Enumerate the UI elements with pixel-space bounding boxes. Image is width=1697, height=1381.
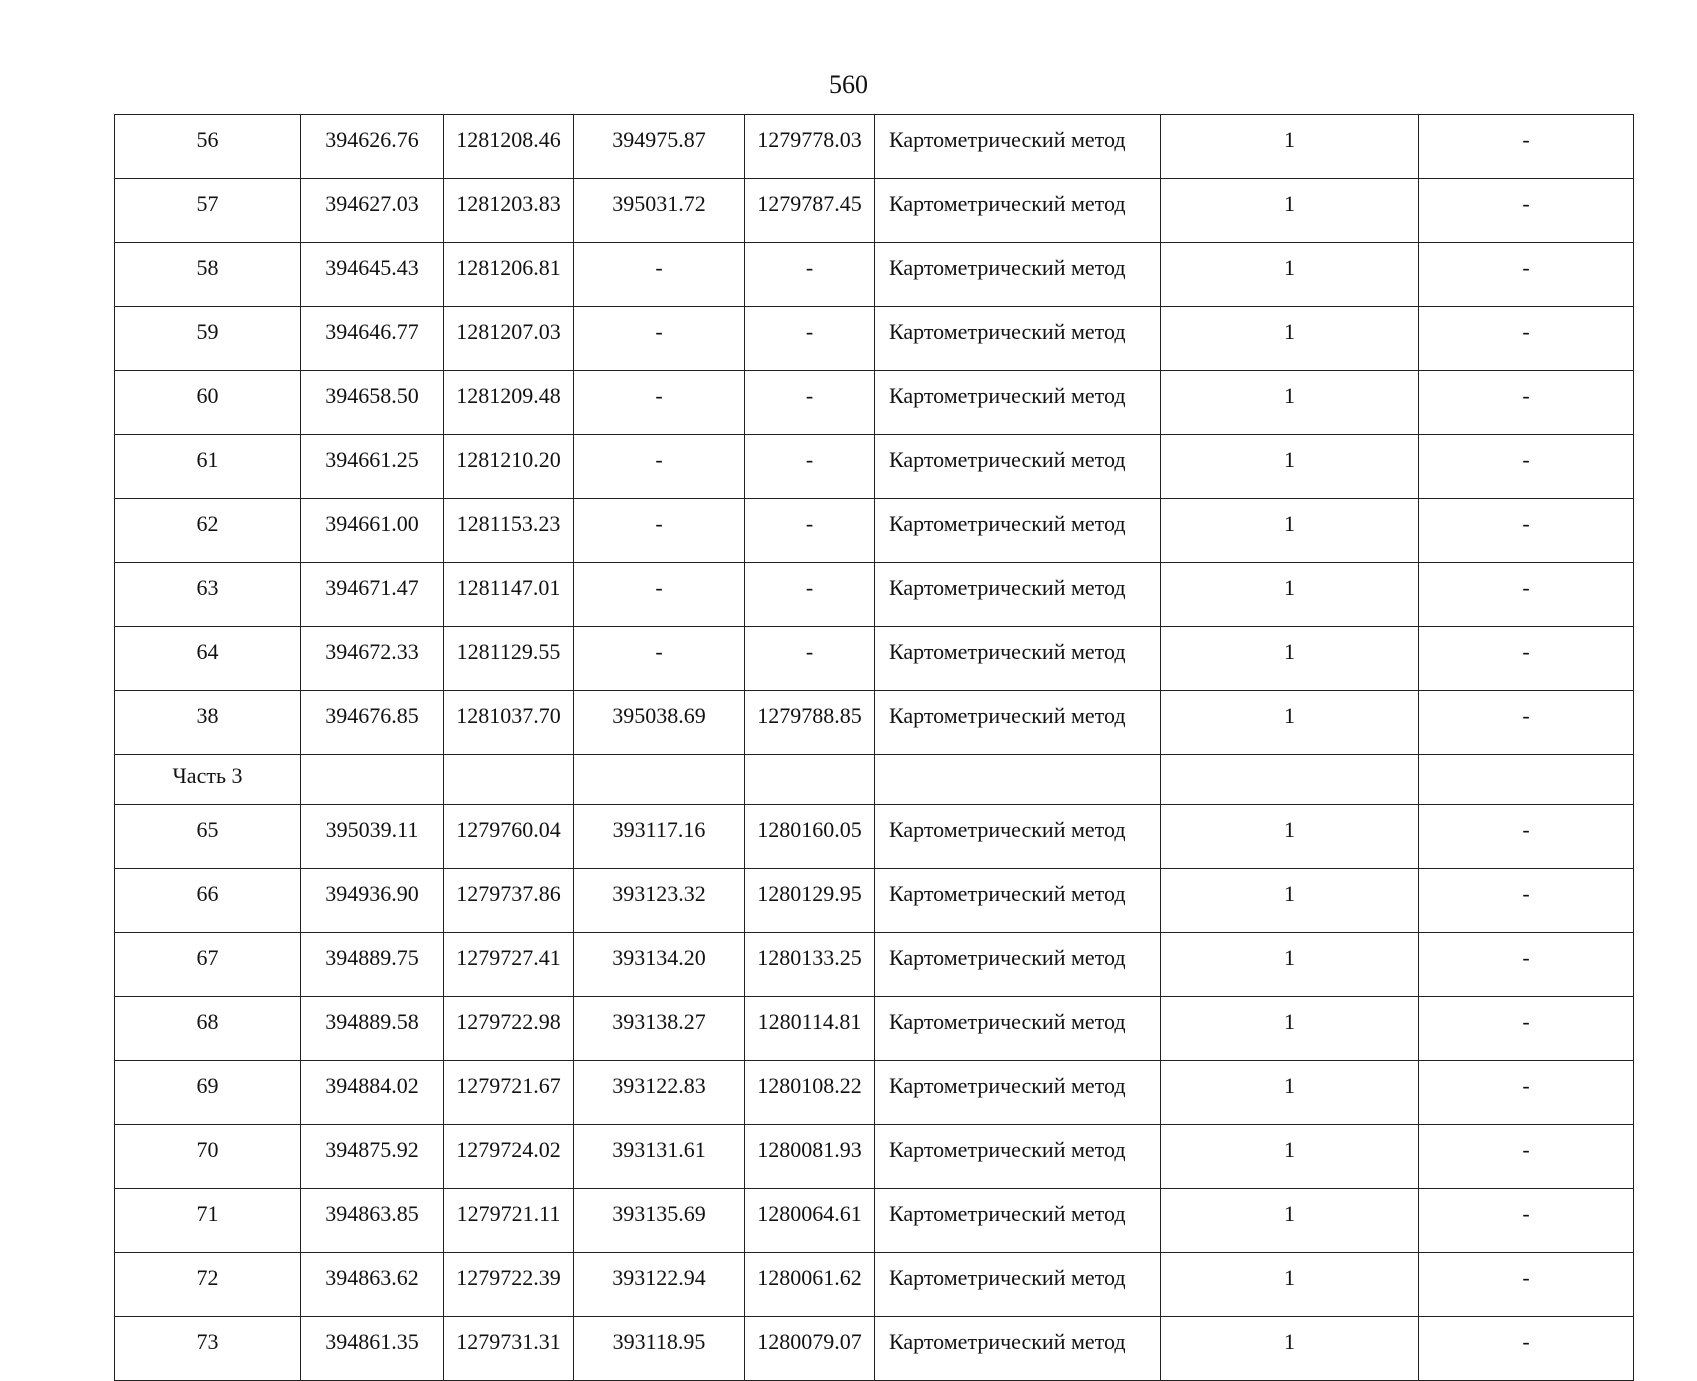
table-row xyxy=(115,1189,1634,1253)
x-new-cell: 394975.87 xyxy=(574,115,745,179)
y-old-cell: 1281206.81 xyxy=(444,243,574,307)
accuracy-cell: 1 xyxy=(1161,869,1419,933)
note-cell: - xyxy=(1419,933,1634,997)
y-new-cell: 1279788.85 xyxy=(745,691,875,755)
empty-cell xyxy=(875,755,1161,805)
y-old-cell: 1281129.55 xyxy=(444,627,574,691)
x-new-cell: 395038.69 xyxy=(574,691,745,755)
method-cell: Картометрический метод xyxy=(875,243,1161,307)
method-cell: Картометрический метод xyxy=(875,869,1161,933)
table-row xyxy=(115,691,1634,755)
y-new-cell: - xyxy=(745,499,875,563)
method-cell: Картометрический метод xyxy=(875,563,1161,627)
table-row xyxy=(115,1125,1634,1189)
method-cell: Картометрический метод xyxy=(875,499,1161,563)
x-old-cell: 394863.62 xyxy=(301,1253,444,1317)
point-number-cell: 70 xyxy=(115,1125,301,1189)
x-new-cell: 393122.94 xyxy=(574,1253,745,1317)
note-cell: - xyxy=(1419,499,1634,563)
x-old-cell: 394661.25 xyxy=(301,435,444,499)
x-old-cell: 394646.77 xyxy=(301,307,444,371)
x-old-cell: 394671.47 xyxy=(301,563,444,627)
x-new-cell: - xyxy=(574,243,745,307)
point-number-cell: 38 xyxy=(115,691,301,755)
table-row xyxy=(115,805,1634,869)
accuracy-cell: 1 xyxy=(1161,179,1419,243)
x-new-cell: 393117.16 xyxy=(574,805,745,869)
y-new-cell: - xyxy=(745,627,875,691)
y-new-cell: 1279778.03 xyxy=(745,115,875,179)
x-old-cell: 394863.85 xyxy=(301,1189,444,1253)
y-old-cell: 1281037.70 xyxy=(444,691,574,755)
x-new-cell: 393135.69 xyxy=(574,1189,745,1253)
note-cell: - xyxy=(1419,115,1634,179)
y-old-cell: 1279731.31 xyxy=(444,1317,574,1381)
y-new-cell: 1280061.62 xyxy=(745,1253,875,1317)
point-number-cell: 56 xyxy=(115,115,301,179)
x-old-cell: 394936.90 xyxy=(301,869,444,933)
point-number-cell: 67 xyxy=(115,933,301,997)
table-row xyxy=(115,997,1634,1061)
y-new-cell: 1280114.81 xyxy=(745,997,875,1061)
note-cell: - xyxy=(1419,997,1634,1061)
point-number-cell: 69 xyxy=(115,1061,301,1125)
accuracy-cell: 1 xyxy=(1161,1253,1419,1317)
accuracy-cell: 1 xyxy=(1161,499,1419,563)
y-new-cell: 1280133.25 xyxy=(745,933,875,997)
y-old-cell: 1281208.46 xyxy=(444,115,574,179)
point-number-cell: 62 xyxy=(115,499,301,563)
x-new-cell: 393138.27 xyxy=(574,997,745,1061)
table-row xyxy=(115,627,1634,691)
accuracy-cell: 1 xyxy=(1161,435,1419,499)
note-cell: - xyxy=(1419,1189,1634,1253)
y-old-cell: 1279727.41 xyxy=(444,933,574,997)
note-cell: - xyxy=(1419,563,1634,627)
x-old-cell: 395039.11 xyxy=(301,805,444,869)
method-cell: Картометрический метод xyxy=(875,371,1161,435)
y-old-cell: 1281153.23 xyxy=(444,499,574,563)
note-cell: - xyxy=(1419,243,1634,307)
empty-cell xyxy=(1161,755,1419,805)
y-new-cell: 1280079.07 xyxy=(745,1317,875,1381)
table-row xyxy=(115,1253,1634,1317)
method-cell: Картометрический метод xyxy=(875,1253,1161,1317)
table-row xyxy=(115,499,1634,563)
table-row xyxy=(115,933,1634,997)
note-cell: - xyxy=(1419,435,1634,499)
note-cell: - xyxy=(1419,805,1634,869)
y-new-cell: 1279787.45 xyxy=(745,179,875,243)
y-old-cell: 1279721.67 xyxy=(444,1061,574,1125)
accuracy-cell: 1 xyxy=(1161,307,1419,371)
y-new-cell: 1280160.05 xyxy=(745,805,875,869)
y-old-cell: 1279760.04 xyxy=(444,805,574,869)
x-new-cell: - xyxy=(574,371,745,435)
x-old-cell: 394658.50 xyxy=(301,371,444,435)
y-new-cell: - xyxy=(745,563,875,627)
note-cell: - xyxy=(1419,179,1634,243)
x-new-cell: - xyxy=(574,627,745,691)
y-old-cell: 1279722.39 xyxy=(444,1253,574,1317)
y-new-cell: 1280081.93 xyxy=(745,1125,875,1189)
x-old-cell: 394661.00 xyxy=(301,499,444,563)
accuracy-cell: 1 xyxy=(1161,1189,1419,1253)
accuracy-cell: 1 xyxy=(1161,1061,1419,1125)
method-cell: Картометрический метод xyxy=(875,1317,1161,1381)
point-number-cell: 66 xyxy=(115,869,301,933)
accuracy-cell: 1 xyxy=(1161,805,1419,869)
x-old-cell: 394861.35 xyxy=(301,1317,444,1381)
x-old-cell: 394626.76 xyxy=(301,115,444,179)
note-cell: - xyxy=(1419,1125,1634,1189)
y-new-cell: 1280108.22 xyxy=(745,1061,875,1125)
x-new-cell: 393118.95 xyxy=(574,1317,745,1381)
method-cell: Картометрический метод xyxy=(875,997,1161,1061)
accuracy-cell: 1 xyxy=(1161,627,1419,691)
x-new-cell: 395031.72 xyxy=(574,179,745,243)
note-cell: - xyxy=(1419,371,1634,435)
table-row xyxy=(115,243,1634,307)
method-cell: Картометрический метод xyxy=(875,307,1161,371)
x-new-cell: - xyxy=(574,499,745,563)
accuracy-cell: 1 xyxy=(1161,1317,1419,1381)
point-number-cell: 72 xyxy=(115,1253,301,1317)
table-row xyxy=(115,869,1634,933)
point-number-cell: 57 xyxy=(115,179,301,243)
y-new-cell: 1280129.95 xyxy=(745,869,875,933)
accuracy-cell: 1 xyxy=(1161,1125,1419,1189)
method-cell: Картометрический метод xyxy=(875,627,1161,691)
coordinates-table xyxy=(114,114,1634,1381)
y-old-cell: 1279724.02 xyxy=(444,1125,574,1189)
x-old-cell: 394889.58 xyxy=(301,997,444,1061)
empty-cell xyxy=(574,755,745,805)
accuracy-cell: 1 xyxy=(1161,563,1419,627)
point-number-cell: 60 xyxy=(115,371,301,435)
table-row xyxy=(115,435,1634,499)
page-number: 560 xyxy=(829,70,868,99)
y-new-cell: 1280064.61 xyxy=(745,1189,875,1253)
accuracy-cell: 1 xyxy=(1161,933,1419,997)
table-row xyxy=(115,563,1634,627)
accuracy-cell: 1 xyxy=(1161,691,1419,755)
point-number-cell: 73 xyxy=(115,1317,301,1381)
y-old-cell: 1281147.01 xyxy=(444,563,574,627)
y-old-cell: 1279722.98 xyxy=(444,997,574,1061)
part-label: Часть 3 xyxy=(115,755,301,805)
x-old-cell: 394645.43 xyxy=(301,243,444,307)
note-cell: - xyxy=(1419,691,1634,755)
x-new-cell: 393123.32 xyxy=(574,869,745,933)
method-cell: Картометрический метод xyxy=(875,1189,1161,1253)
y-new-cell: - xyxy=(745,307,875,371)
table-row xyxy=(115,307,1634,371)
note-cell: - xyxy=(1419,307,1634,371)
x-new-cell: 393122.83 xyxy=(574,1061,745,1125)
y-old-cell: 1279737.86 xyxy=(444,869,574,933)
accuracy-cell: 1 xyxy=(1161,371,1419,435)
x-old-cell: 394676.85 xyxy=(301,691,444,755)
x-new-cell: 393134.20 xyxy=(574,933,745,997)
method-cell: Картометрический метод xyxy=(875,435,1161,499)
x-old-cell: 394889.75 xyxy=(301,933,444,997)
method-cell: Картометрический метод xyxy=(875,115,1161,179)
empty-cell xyxy=(1419,755,1634,805)
table-row xyxy=(115,1317,1634,1381)
point-number-cell: 63 xyxy=(115,563,301,627)
accuracy-cell: 1 xyxy=(1161,243,1419,307)
x-old-cell: 394627.03 xyxy=(301,179,444,243)
x-old-cell: 394884.02 xyxy=(301,1061,444,1125)
method-cell: Картометрический метод xyxy=(875,1061,1161,1125)
method-cell: Картометрический метод xyxy=(875,1125,1161,1189)
y-old-cell: 1281210.20 xyxy=(444,435,574,499)
accuracy-cell: 1 xyxy=(1161,997,1419,1061)
table-row xyxy=(115,179,1634,243)
note-cell: - xyxy=(1419,1253,1634,1317)
x-old-cell: 394875.92 xyxy=(301,1125,444,1189)
note-cell: - xyxy=(1419,627,1634,691)
point-number-cell: 64 xyxy=(115,627,301,691)
point-number-cell: 61 xyxy=(115,435,301,499)
y-old-cell: 1281209.48 xyxy=(444,371,574,435)
empty-cell xyxy=(444,755,574,805)
method-cell: Картометрический метод xyxy=(875,805,1161,869)
y-old-cell: 1281203.83 xyxy=(444,179,574,243)
note-cell: - xyxy=(1419,1061,1634,1125)
point-number-cell: 65 xyxy=(115,805,301,869)
table-body xyxy=(115,115,1634,1381)
note-cell: - xyxy=(1419,1317,1634,1381)
y-new-cell: - xyxy=(745,243,875,307)
x-new-cell: 393131.61 xyxy=(574,1125,745,1189)
y-old-cell: 1279721.11 xyxy=(444,1189,574,1253)
x-old-cell: 394672.33 xyxy=(301,627,444,691)
point-number-cell: 58 xyxy=(115,243,301,307)
x-new-cell: - xyxy=(574,563,745,627)
point-number-cell: 59 xyxy=(115,307,301,371)
empty-cell xyxy=(745,755,875,805)
table-row xyxy=(115,1061,1634,1125)
empty-cell xyxy=(301,755,444,805)
method-cell: Картометрический метод xyxy=(875,933,1161,997)
y-new-cell: - xyxy=(745,371,875,435)
point-number-cell: 71 xyxy=(115,1189,301,1253)
table-row xyxy=(115,371,1634,435)
y-new-cell: - xyxy=(745,435,875,499)
accuracy-cell: 1 xyxy=(1161,115,1419,179)
method-cell: Картометрический метод xyxy=(875,179,1161,243)
y-old-cell: 1281207.03 xyxy=(444,307,574,371)
x-new-cell: - xyxy=(574,307,745,371)
part-header-row xyxy=(115,755,1634,805)
note-cell: - xyxy=(1419,869,1634,933)
table-row xyxy=(115,115,1634,179)
point-number-cell: 68 xyxy=(115,997,301,1061)
method-cell: Картометрический метод xyxy=(875,691,1161,755)
x-new-cell: - xyxy=(574,435,745,499)
